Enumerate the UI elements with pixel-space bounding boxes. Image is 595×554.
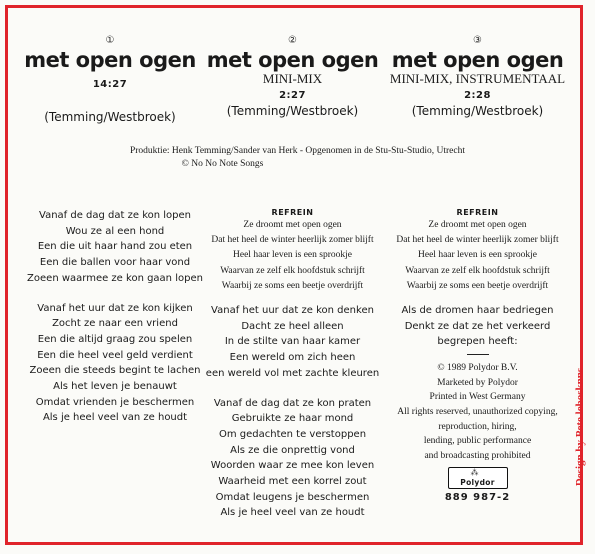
- track-1-authors: (Temming/Westbroek): [44, 110, 176, 124]
- lyric-line: Heel haar leven is een sprookje: [233, 250, 352, 261]
- lyric-line: Waarbij ze soms een beetje overdrijft: [406, 280, 549, 291]
- track-2-number: ②: [288, 35, 297, 46]
- lyrics-right-column: [385, 207, 570, 503]
- legal-line: and broadcasting prohibited: [424, 450, 531, 461]
- lyric-line: Als je heel veel van ze houdt: [42, 412, 188, 424]
- lyric-line: Als ze die onprettig vond: [230, 444, 355, 456]
- production-line: Produktie: Henk Temming/Sander van Herk - Opgenomen in de Stu-Stu-Studio, Utrecht: [129, 146, 466, 156]
- lyric-line: Een die heel veel geld verdient: [37, 349, 193, 361]
- polydor-logo: [448, 467, 508, 489]
- lyric-line: Wou ze al een hond: [65, 225, 165, 237]
- lyric-line: Vanaf het uur dat ze kon kijken: [37, 302, 193, 314]
- lyric-line: Zoeen die steeds begint te lachen: [29, 365, 201, 377]
- legal-line: © 1989 Polydor B.V.: [437, 363, 518, 374]
- track-2-authors: (Temming/Westbroek): [226, 104, 359, 118]
- track-3-subtitle: MINI-MIX, INSTRUMENTAAL: [389, 71, 566, 86]
- lyric-line: een wereld vol met zachte kleuren: [205, 367, 380, 379]
- lyric-line: Als het leven je benauwt: [53, 381, 177, 393]
- publisher-line: © No No Note Songs: [181, 159, 264, 169]
- track-2-duration: 2:27: [279, 90, 306, 101]
- lyrics-middle-column: [200, 207, 385, 521]
- lyric-line: Woorden waar ze mee kon leven: [210, 460, 375, 472]
- lyric-line: Zoeen waarmee ze kon gaan lopen: [27, 272, 203, 284]
- lyric-line: Gebruikte ze haar mond: [231, 413, 354, 425]
- legal-line: lending, public performance: [423, 436, 532, 447]
- lyric-line: Waarbij ze soms een beetje overdrijft: [221, 280, 364, 291]
- lyric-line: Waarvan ze zelf elk hoofdstuk schrijft: [405, 265, 550, 276]
- legal-line: reproduction, hiring,: [438, 421, 517, 432]
- lyric-line: Dat het heel de winter heerlijk zomer blijft: [396, 235, 559, 246]
- lyric-line: Als de dromen haar bedriegen: [401, 305, 554, 317]
- lyric-line: Om gedachten te verstoppen: [218, 428, 367, 440]
- polydor-logo-text: Polydor: [460, 478, 495, 488]
- track-3-authors: (Temming/Westbroek): [411, 104, 544, 118]
- design-credit: Design by Pete lebosknns: [574, 367, 586, 487]
- lyric-line: Waarheid met een korrel zout: [218, 476, 367, 488]
- track-3-number: ③: [473, 35, 482, 46]
- lyric-line: Een wereld om zich heen: [229, 352, 356, 364]
- production-credit: [0, 145, 595, 171]
- lyric-line: Vanaf de dag dat ze kon praten: [213, 397, 372, 409]
- track-1-number: ①: [105, 35, 115, 46]
- track-3-duration: 2:28: [464, 90, 491, 101]
- legal-line: Printed in West Germany: [429, 392, 526, 403]
- track-2-header: [205, 35, 380, 118]
- lyric-line: Vanaf de dag dat ze kon lopen: [39, 210, 191, 221]
- lyric-line: Zocht ze naar een vriend: [52, 318, 178, 330]
- legal-line: Marketed by Polydor: [437, 377, 518, 388]
- lyric-line: Denkt ze dat ze het verkeerd: [404, 320, 551, 332]
- lyric-line: In de stilte van haar kamer: [224, 336, 361, 348]
- track-2-title: met open ogen: [206, 48, 379, 72]
- lyric-line: Als je heel veel van ze houdt: [220, 507, 365, 519]
- lyric-line: Een die altijd graag zou spelen: [37, 333, 193, 345]
- polydor-mark-icon: ⁂: [470, 468, 479, 478]
- track-1-title: met open ogen: [24, 48, 196, 72]
- lyric-line: Een die ballen voor haar vond: [39, 257, 191, 269]
- lyric-line: Dat het heel de winter heerlijk zomer blijft: [211, 235, 374, 246]
- legal-line: All rights reserved, unauthorized copying,: [397, 406, 558, 417]
- lyric-line: Vanaf het uur dat ze kon denken: [211, 305, 374, 317]
- lyric-line: Ze droomt met open ogen: [243, 220, 342, 230]
- lyric-line: Dacht ze heel alleen: [241, 320, 344, 332]
- track-1-header: [20, 35, 200, 124]
- track-3-title: met open ogen: [391, 48, 564, 72]
- track-2-subtitle: MINI-MIX: [262, 71, 323, 86]
- lyric-line: Omdat leugens je beschermen: [215, 491, 370, 503]
- lyric-line: Ze droomt met open ogen: [428, 220, 527, 230]
- lyric-line: Heel haar leven is een sprookje: [418, 250, 537, 261]
- lyric-line: Omdat vrienden je beschermen: [35, 396, 195, 408]
- lyric-line: begrepen heeft:: [437, 336, 518, 348]
- lyrics-left-column: [25, 208, 205, 426]
- catalog-number: 889 987-2: [444, 492, 511, 504]
- refrain-label: REFREIN: [456, 208, 499, 217]
- divider: [467, 354, 489, 355]
- lyric-line: Een die uit haar hand zou eten: [37, 241, 193, 253]
- track-1-duration: 14:27: [92, 79, 128, 90]
- track-3-header: [385, 35, 570, 118]
- lyric-line: Waarvan ze zelf elk hoofdstuk schrijft: [220, 265, 365, 276]
- lyric-spacer: [25, 287, 205, 301]
- refrain-label: REFREIN: [271, 208, 314, 217]
